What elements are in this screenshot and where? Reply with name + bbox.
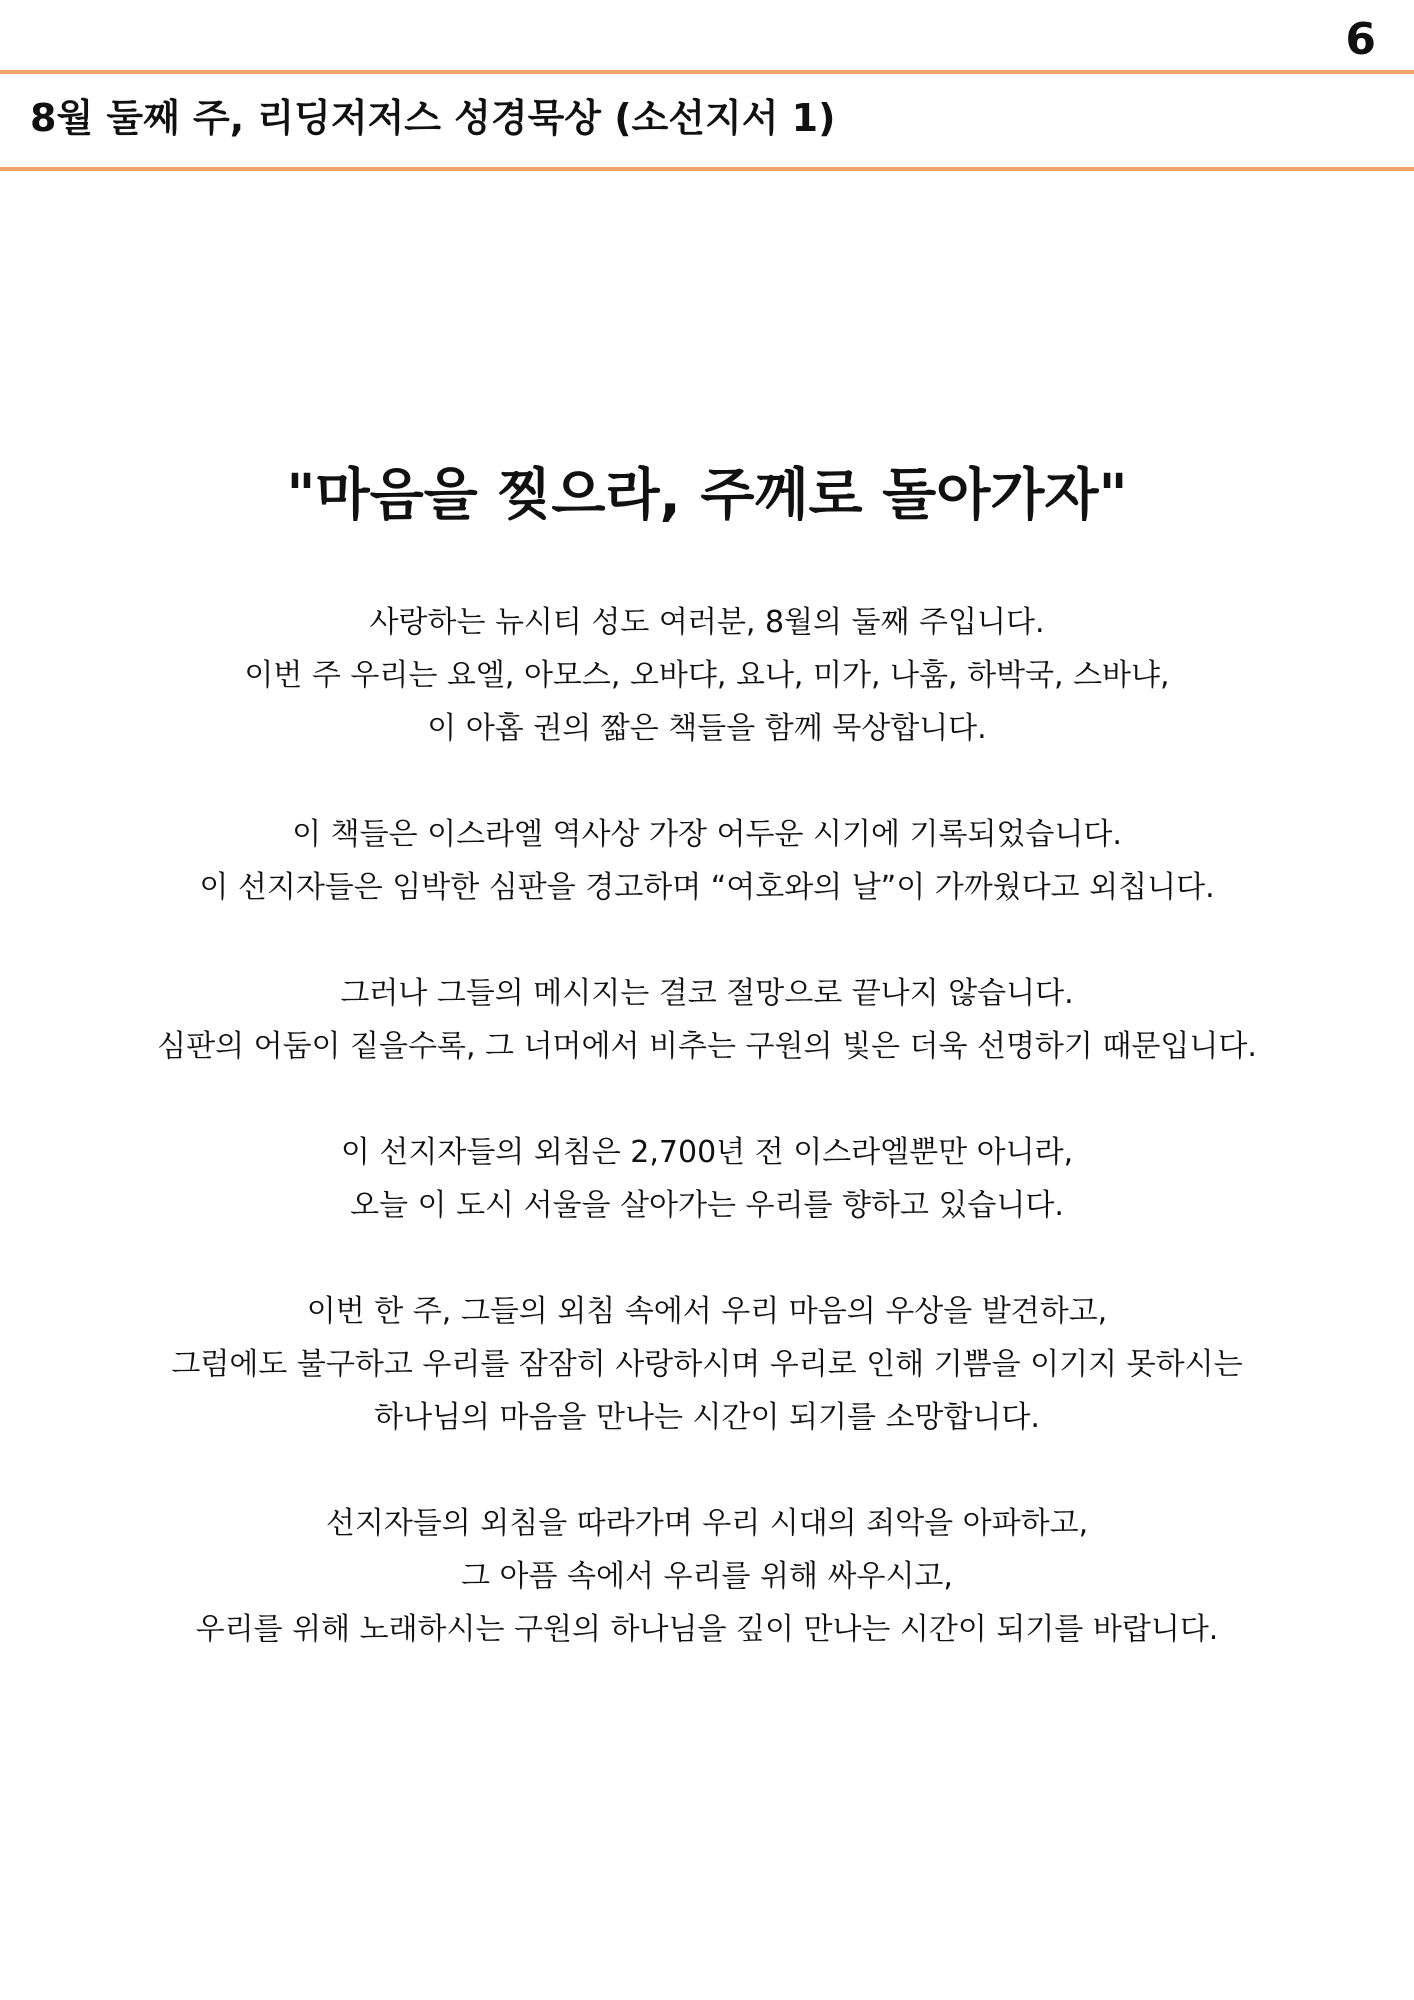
text-line: 심판의 어둠이 짙을수록, 그 너머에서 비추는 구원의 빛은 더욱 선명하기 때문입니다. [157,1029,1257,1064]
text-line: 그럼에도 불구하고 우리를 잠잠히 사랑하시며 우리로 인해 기쁨을 이기지 못하시는 [171,1347,1243,1382]
text-line: 사랑하는 뉴시티 성도 여러분, 8월의 둘째 주입니다. [369,605,1045,640]
paragraph-1 [0,596,1414,755]
text-line: 그러나 그들의 메시지는 결코 절망으로 끝나지 않습니다. [340,976,1074,1011]
text-line: 이 선지자들의 외침은 2,700년 전 이스라엘뿐만 아니라, [340,1135,1074,1170]
text-line: 이번 한 주, 그들의 외침 속에서 우리 마음의 우상을 발견하고, [306,1294,1108,1329]
text-line: 그 아픔 속에서 우리를 위해 싸우시고, [461,1559,953,1594]
text-line: 하나님의 마음을 만나는 시간이 되기를 소망합니다. [374,1400,1040,1435]
text-line: 이 책들은 이스라엘 역사상 가장 어두운 시기에 기록되었습니다. [292,817,1122,852]
text-line: 우리를 위해 노래하시는 구원의 하나님을 깊이 만나는 시간이 되기를 바랍니다. [195,1612,1219,1647]
paragraph-5 [0,1285,1414,1444]
page-number: 6 [1345,14,1376,65]
page-title: "마음을 찢으라, 주께로 돌아가자" [286,463,1128,528]
header-bottom-rule [0,167,1414,171]
text-line: 선지자들의 외침을 따라가며 우리 시대의 죄악을 아파하고, [325,1506,1089,1541]
header-title: 8월 둘째 주, 리딩저저스 성경묵상 (소선지서 1) [30,96,836,140]
header-top-rule [0,70,1414,74]
paragraph-3 [0,967,1414,1073]
text-line: 이번 주 우리는 요엘, 아모스, 오바댜, 요나, 미가, 나훔, 하박국, 스바냐, [244,658,1170,693]
paragraph-2 [0,808,1414,914]
text-line: 오늘 이 도시 서울을 살아가는 우리를 향하고 있습니다. [350,1188,1064,1223]
paragraph-4 [0,1126,1414,1232]
paragraph-6 [0,1497,1414,1656]
body-text [0,596,1414,1709]
text-line: 이 선지자들은 임박한 심판을 경고하며 “여호와의 날”이 가까웠다고 외칩니다. [199,870,1215,905]
text-line: 이 아홉 권의 짧은 책들을 함께 묵상합니다. [427,711,987,746]
